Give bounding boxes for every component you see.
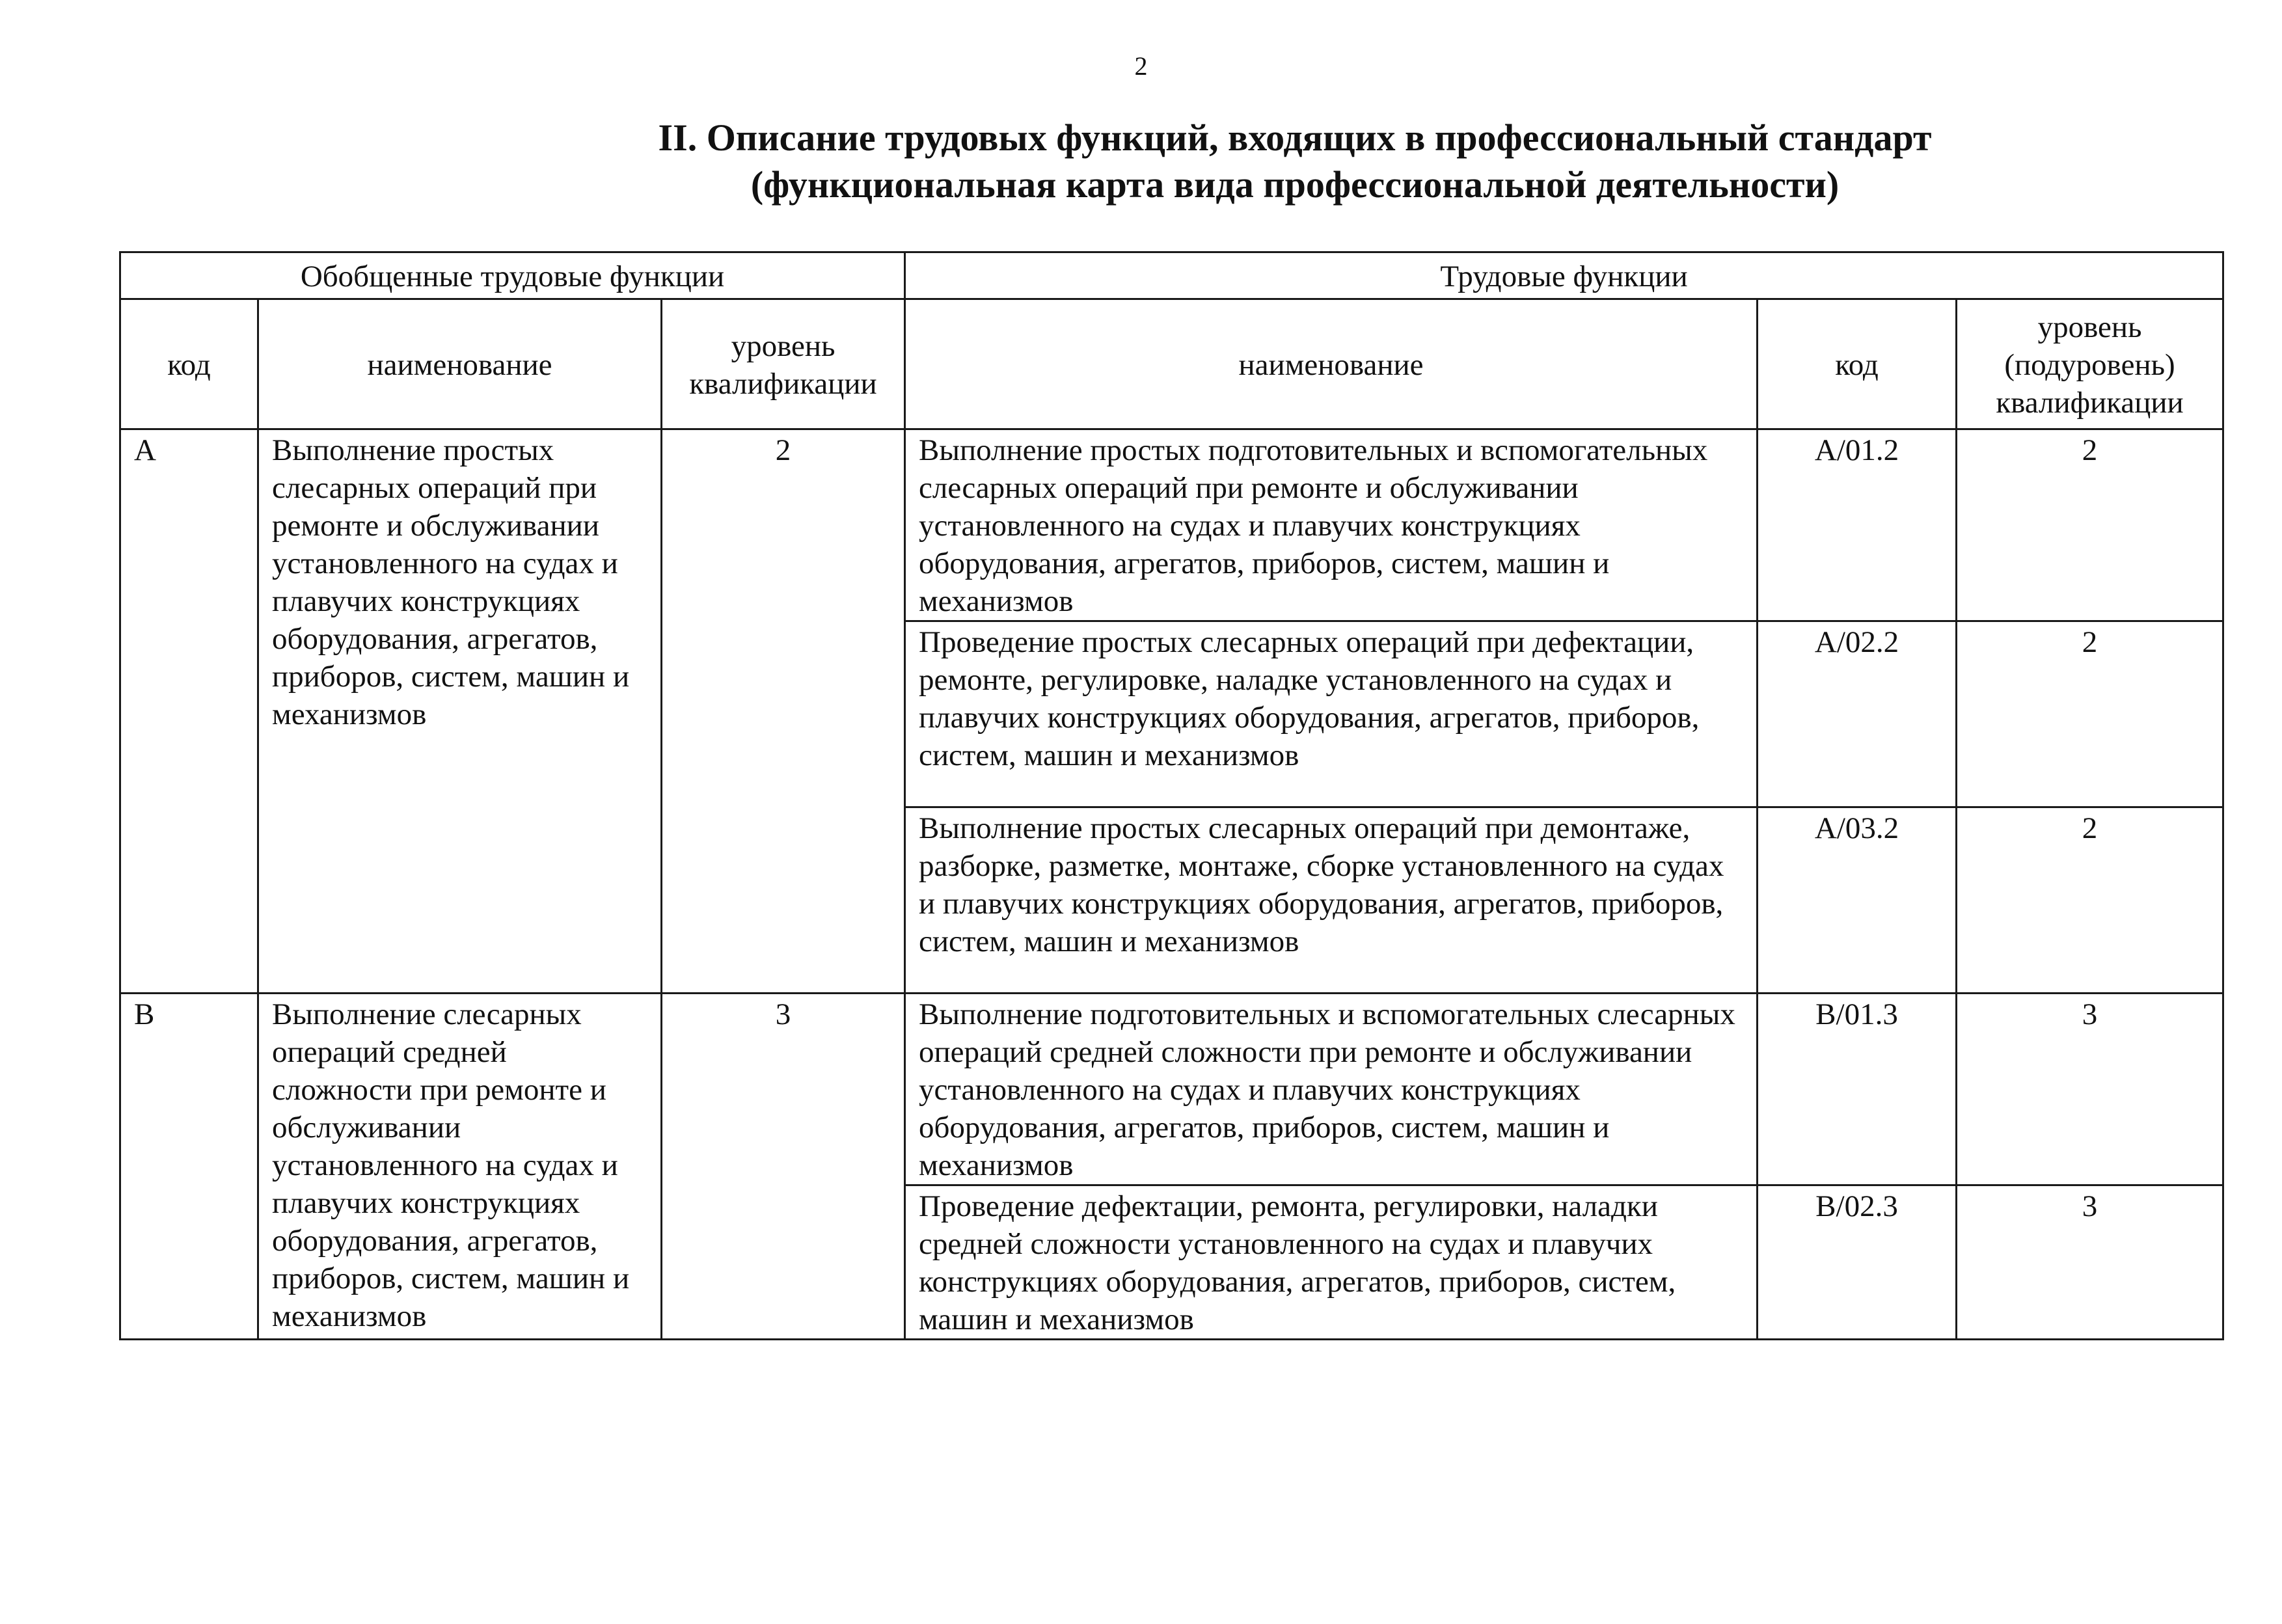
- function-code-cell: А/01.2: [1758, 429, 1957, 621]
- generalized-functions-header: Обобщенные трудовые функции: [120, 252, 905, 299]
- function-level-cell: 2: [1957, 429, 2223, 621]
- function-level-cell: 2: [1957, 807, 2223, 994]
- group-level-cell: 2: [662, 429, 905, 994]
- gen-level-header: уровень квалификации: [662, 299, 905, 429]
- group-code-cell: А: [120, 429, 258, 994]
- labor-functions-header: Трудовые функции: [905, 252, 2223, 299]
- function-code-cell: В/02.3: [1758, 1185, 1957, 1340]
- function-code-cell: А/03.2: [1758, 807, 1957, 994]
- group-name-cell: Выполнение слесарных операций средней сложности при ремонте и обслуживании установленного на судах и плавучих конструкциях оборудования, агрегатов, приборов, систем, машин и механизмов: [258, 994, 662, 1340]
- fn-level-header: уровень (подуровень) квалификации: [1957, 299, 2223, 429]
- section-heading: [534, 115, 2056, 208]
- function-level-cell: 3: [1957, 1185, 2223, 1340]
- column-header-row: [120, 299, 2223, 429]
- function-name-cell: Проведение простых слесарных операций при дефектации, ремонте, регулировке, наладке установленного на судах и плавучих конструкциях оборудования, агрегатов, приборов, систем, машин и механизмов: [905, 621, 1758, 807]
- group-code-cell: В: [120, 994, 258, 1340]
- fn-name-header: наименование: [905, 299, 1758, 429]
- function-level-cell: 2: [1957, 621, 2223, 807]
- group-level-cell: 3: [662, 994, 905, 1340]
- function-level-cell: 3: [1957, 994, 2223, 1185]
- functional-map-table: [119, 251, 2224, 1340]
- function-code-cell: А/02.2: [1758, 621, 1957, 807]
- page-number: 2: [1134, 51, 1148, 81]
- function-code-cell: В/01.3: [1758, 994, 1957, 1185]
- group-header-row: [120, 252, 2223, 299]
- function-name-cell: Выполнение подготовительных и вспомогательных слесарных операций средней сложности при ремонте и обслуживании установленного на судах и плавучих конструкциях оборудования, агрегатов, приборов, систем, машин и механизмов: [905, 994, 1758, 1185]
- function-name-cell: Выполнение простых слесарных операций при демонтаже, разборке, разметке, монтаже, сборке установленного на судах и плавучих конструкциях оборудования, агрегатов, приборов, систем, машин и механизмов: [905, 807, 1758, 994]
- group-name-cell: Выполнение простых слесарных операций при ремонте и обслуживании установленного на судах и плавучих конструкциях оборудования, агрегатов, приборов, систем, машин и механизмов: [258, 429, 662, 994]
- section-heading-line-1: II. Описание трудовых функций, входящих в профессиональный стандарт: [658, 116, 1932, 159]
- section-heading-line-2: (функциональная карта вида профессиональной деятельности): [750, 163, 1840, 206]
- gen-name-header: наименование: [258, 299, 662, 429]
- table-row: [120, 429, 2223, 621]
- fn-code-header: код: [1758, 299, 1957, 429]
- function-name-cell: Выполнение простых подготовительных и вспомогательных слесарных операций при ремонте и обслуживании установленного на судах и плавучих конструкциях оборудования, агрегатов, приборов, систем, машин и механизмов: [905, 429, 1758, 621]
- table-row: [120, 994, 2223, 1185]
- gen-code-header: код: [120, 299, 258, 429]
- function-name-cell: Проведение дефектации, ремонта, регулировки, наладки средней сложности установленного на судах и плавучих конструкциях оборудования, агрегатов, приборов, систем, машин и механизмов: [905, 1185, 1758, 1340]
